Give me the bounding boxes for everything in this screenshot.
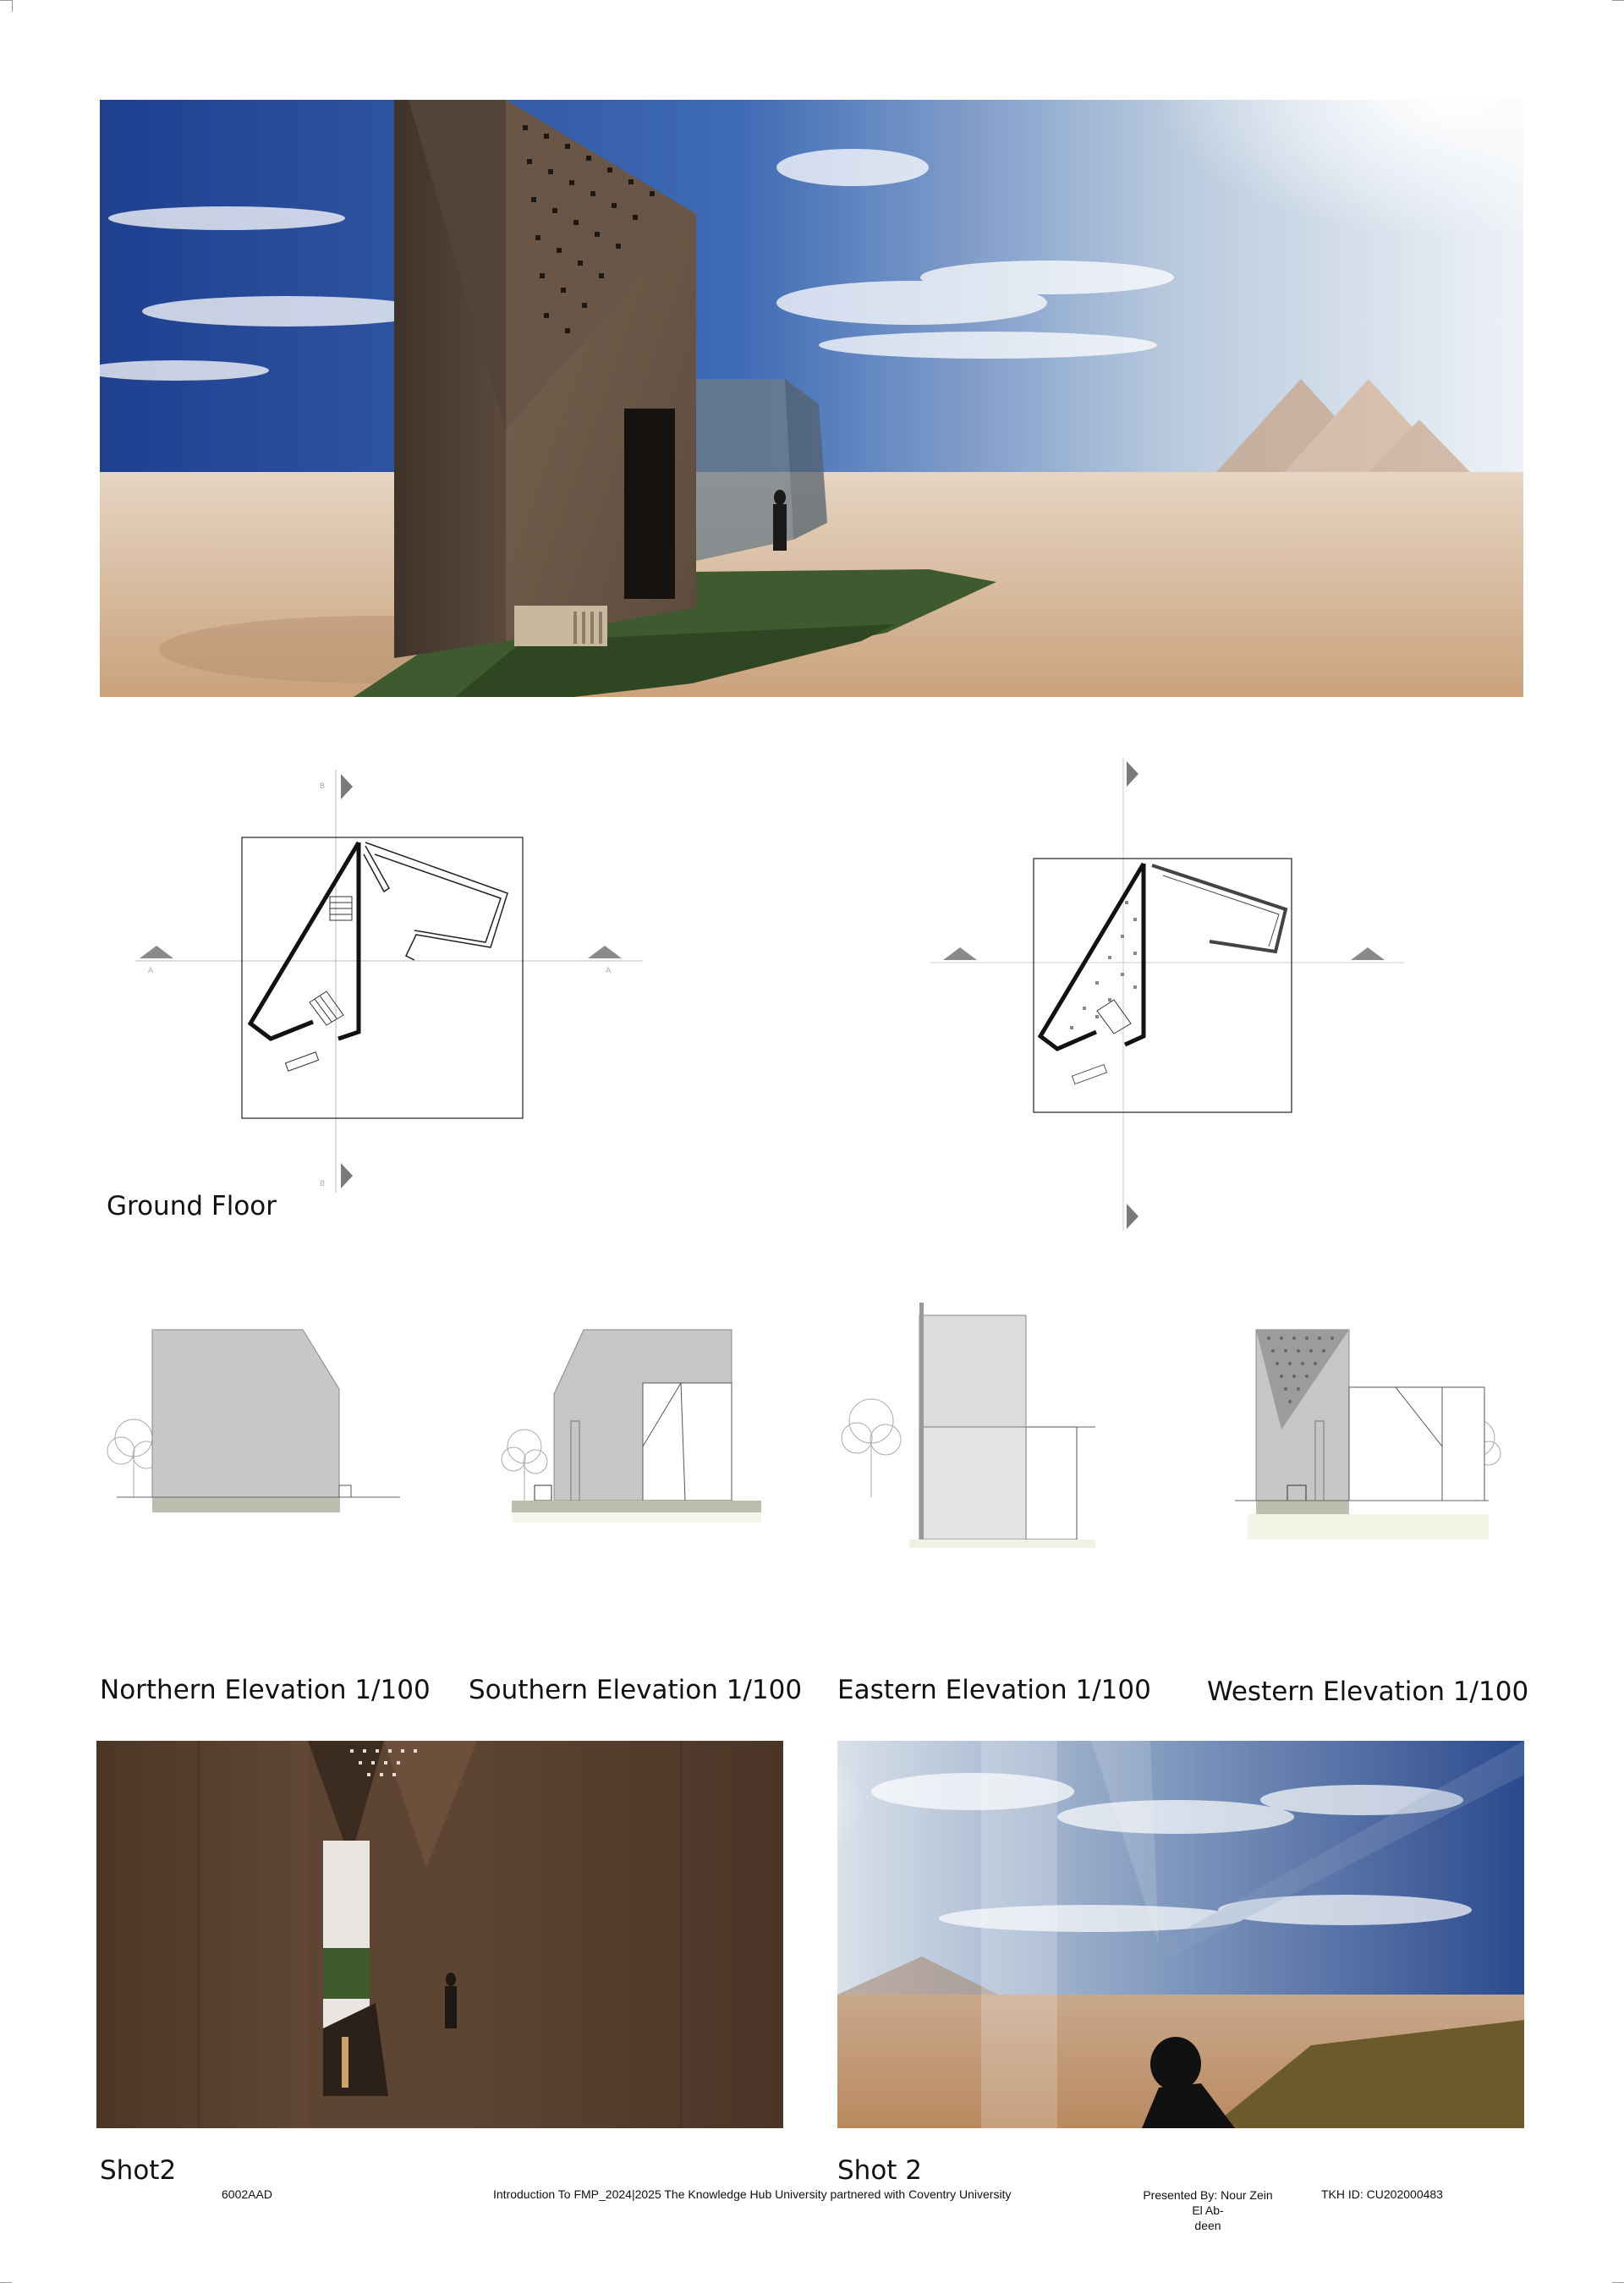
western-elevation — [1210, 1294, 1514, 1565]
exterior-shot-render — [837, 1741, 1524, 2128]
footer-presented-line2: deen — [1194, 2219, 1221, 2232]
section-arrow-south — [341, 1163, 353, 1188]
axis-mark-a-left: A — [148, 967, 154, 975]
ground-floor-caption: Ground Floor — [107, 1191, 277, 1221]
crop-mark-top-right — [1612, 0, 1624, 1]
tree-icon — [502, 1430, 547, 1501]
section-arrow-north — [341, 774, 353, 799]
roof-plan — [930, 757, 1404, 1239]
interior-shot-render — [96, 1741, 783, 2128]
footer-course-code: 6002AAD — [222, 2187, 272, 2201]
section-arrow-west — [140, 946, 173, 958]
axis-mark-a-right: A — [606, 967, 612, 975]
interior-shot-caption: Shot2 — [100, 2155, 177, 2186]
eastern-elevation-caption: Eastern Elevation 1/100 — [837, 1675, 1151, 1705]
footer-tkh-id: TKH ID: CU202000483 — [1321, 2187, 1443, 2201]
footer-presented-line1: Presented By: Nour Zein El Ab- — [1143, 2188, 1273, 2217]
axis-mark-b-bottom: B — [320, 1180, 326, 1188]
hero-render — [100, 100, 1523, 697]
footer-presented-by — [1140, 2187, 1276, 2233]
western-elevation-caption: Western Elevation 1/100 — [1207, 1677, 1529, 1707]
section-arrow-south-2 — [1127, 1204, 1138, 1229]
axis-mark-b-top: B — [320, 782, 326, 791]
hero-render-image — [100, 100, 1523, 697]
northern-elevation-caption: Northern Elevation 1/100 — [100, 1675, 431, 1705]
exterior-shot-image — [837, 1741, 1524, 2128]
footer-course-info: Introduction To FMP_2024|2025 The Knowledge Hub University partnered with Coventry University — [493, 2187, 1012, 2201]
interior-shot-image — [96, 1741, 783, 2128]
crop-mark-top-left — [0, 0, 12, 1]
southern-elevation-caption: Southern Elevation 1/100 — [469, 1675, 803, 1705]
exterior-shot-caption: Shot 2 — [837, 2155, 923, 2186]
section-arrow-north-2 — [1127, 761, 1138, 787]
section-arrow-east-2 — [1351, 947, 1385, 960]
eastern-elevation — [833, 1294, 1112, 1556]
ground-floor-plan — [135, 770, 643, 1201]
section-arrow-west-2 — [943, 947, 977, 960]
tree-icon — [842, 1399, 901, 1497]
crop-mark-top-left-v — [12, 0, 13, 12]
southern-elevation — [486, 1294, 791, 1531]
section-arrow-east — [588, 946, 622, 958]
northern-elevation — [100, 1294, 413, 1531]
